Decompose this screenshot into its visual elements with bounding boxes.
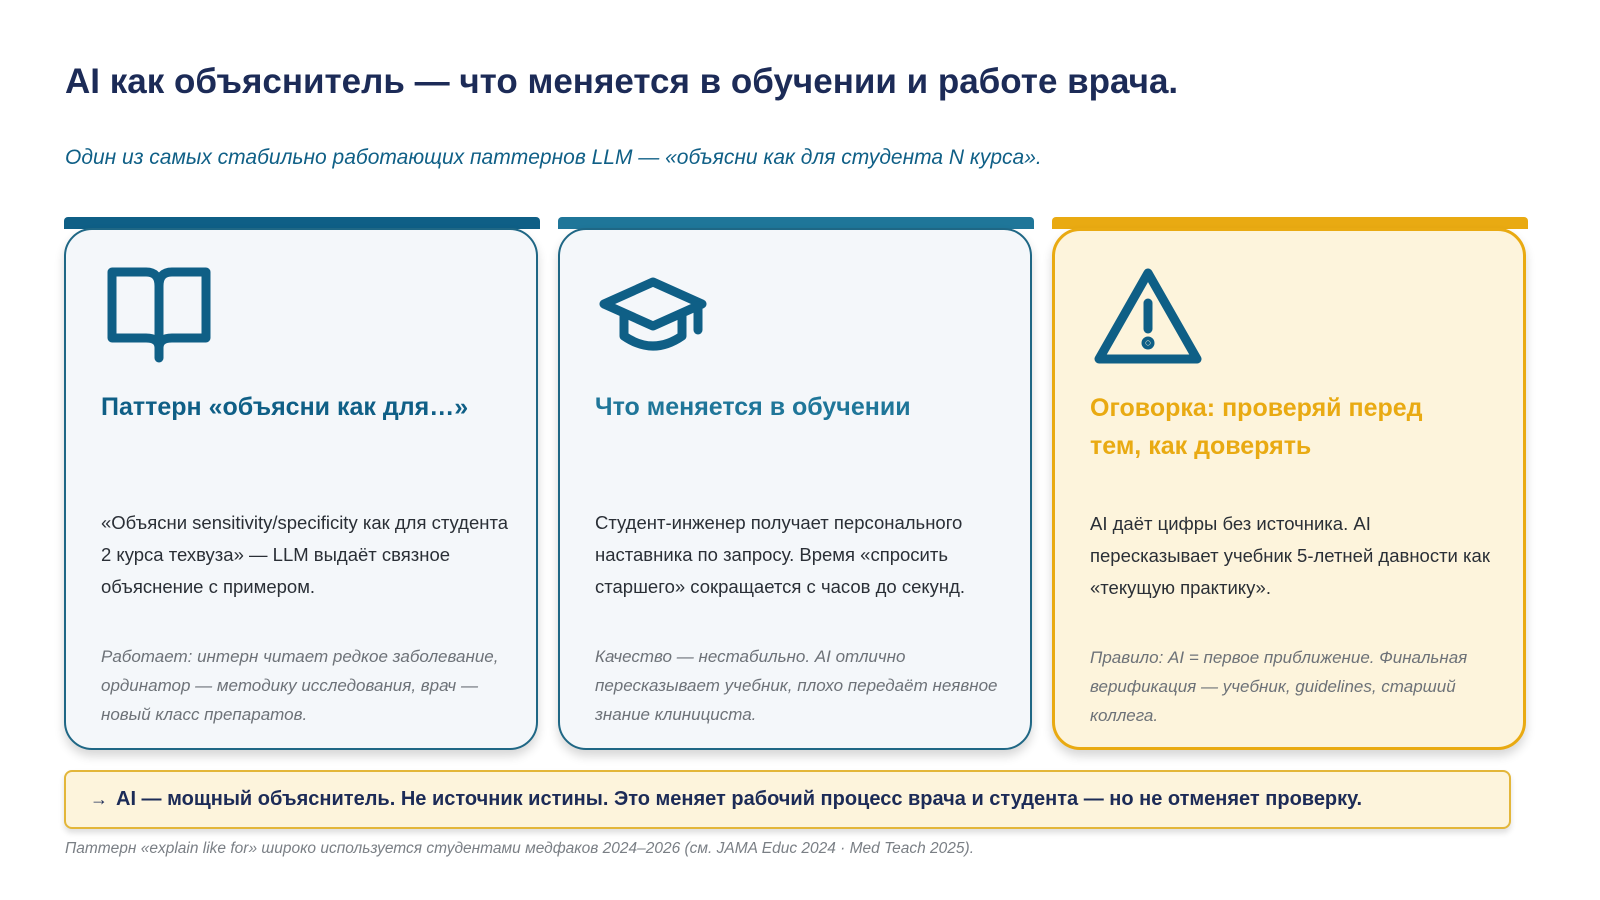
card-title: Оговорка: проверяй перед тем, как доверять <box>1090 394 1423 460</box>
card-text: Студент-инженер получает персонального наставника по запросу. Время «спросить старшего» сокращается с часов до секунд. <box>595 512 966 597</box>
card-learning <box>558 228 1032 750</box>
card-note: Качество — нестабильно. AI отлично пересказывает учебник, плохо передаёт неявное знание клинициста. <box>595 647 998 724</box>
page-title: AI как объяснитель — что меняется в обучении и работе врача. <box>65 62 1179 101</box>
open-book-icon <box>104 264 214 374</box>
card-title: Что меняется в обучении <box>595 393 911 421</box>
card-note: Работает: интерн читает редкое заболевание, ординатор — методику исследования, врач — новый класс препаратов. <box>101 647 499 724</box>
footnote: Паттерн «explain like for» широко используется студентами медфаков 2024–2026 (см. JAMA Educ 2024 · Med Teach 2025). <box>65 840 974 857</box>
card-pattern <box>64 228 538 750</box>
card-title: Паттерн «объясни как для…» <box>101 393 469 421</box>
card-text: «Объясни sensitivity/specificity как для студента 2 курса техвуза» — LLM выдаёт связное объяснение с примером. <box>101 512 509 597</box>
warning-triangle-icon <box>1093 265 1203 375</box>
page-subtitle: Один из самых стабильно работающих паттернов LLM — «объясни как для студента N курса». <box>65 146 1042 169</box>
summary-callout <box>64 770 1511 829</box>
card-note: Правило: AI = первое приближение. Финальная верификация — учебник, guidelines, старший коллега. <box>1090 648 1468 725</box>
graduation-cap-icon <box>598 264 708 374</box>
card-text: AI даёт цифры без источника. AI пересказывает учебник 5-летней давности как «текущую практику». <box>1090 513 1490 598</box>
callout-text: AI — мощный объяснитель. Не источник истины. Это меняет рабочий процесс врача и студента — но не отменяет проверку. <box>116 788 1363 810</box>
card-caveat <box>1052 228 1526 750</box>
arrow-right-icon: → <box>90 789 108 809</box>
